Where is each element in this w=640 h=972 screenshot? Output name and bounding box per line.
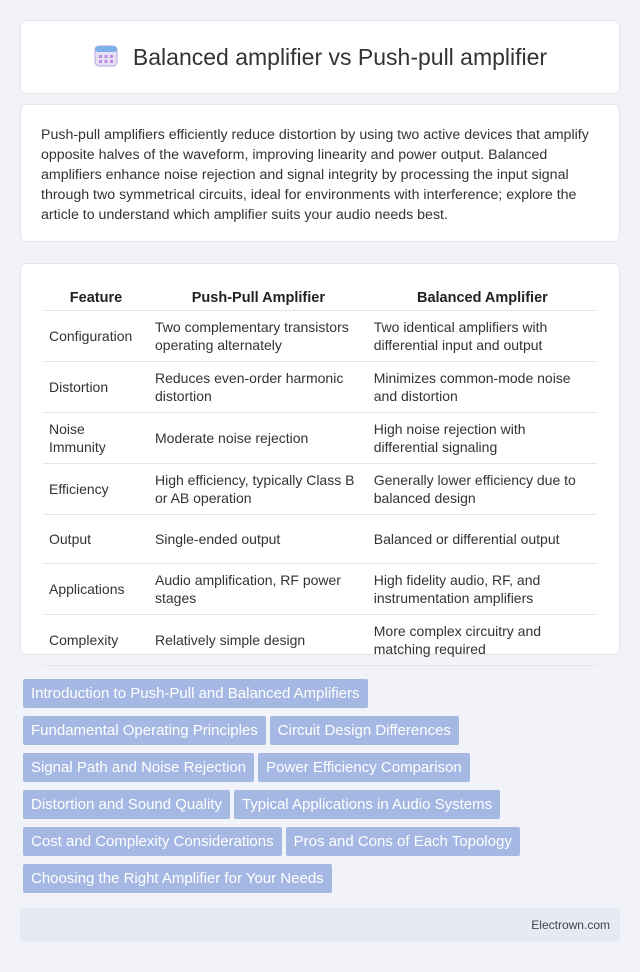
feature-cell: Output [43, 514, 149, 563]
balanced-cell: Two identical amplifiers with differential input and output [368, 310, 597, 361]
balanced-cell: Balanced or differential output [368, 514, 597, 563]
push-pull-cell: Relatively simple design [149, 614, 368, 665]
table-row [43, 412, 597, 463]
topic-tag-link[interactable]: Choosing the Right Amplifier for Your Needs [23, 864, 332, 893]
page-title: Balanced amplifier vs Push-pull amplifier [132, 43, 548, 70]
balanced-cell: Minimizes common-mode noise and distortion [368, 361, 597, 412]
footer-source: Electrown.com [531, 918, 610, 932]
table-header-row [43, 284, 597, 310]
push-pull-cell: Reduces even-order harmonic distortion [149, 361, 368, 412]
topic-tag-link[interactable]: Cost and Complexity Considerations [23, 827, 282, 856]
header-balanced: Balanced Amplifier [368, 284, 597, 310]
topic-tags [23, 679, 613, 901]
table-row [43, 463, 597, 514]
push-pull-cell: Audio amplification, RF power stages [149, 563, 368, 614]
balanced-cell: More complex circuitry and matching required [368, 614, 597, 665]
feature-cell: Applications [43, 563, 149, 614]
push-pull-cell: Two complementary transistors operating alternately [149, 310, 368, 361]
header-push-pull: Push-Pull Amplifier [149, 284, 368, 310]
balanced-cell: High fidelity audio, RF, and instrumentation amplifiers [368, 563, 597, 614]
push-pull-cell: Single-ended output [149, 514, 368, 563]
topic-tag-link[interactable]: Power Efficiency Comparison [258, 753, 470, 782]
table-row [43, 614, 597, 665]
table-row [43, 310, 597, 361]
feature-cell: Noise Immunity [43, 412, 149, 463]
feature-cell: Complexity [43, 614, 149, 665]
calendar-icon [93, 42, 119, 73]
balanced-cell: High noise rejection with differential signaling [368, 412, 597, 463]
header-feature: Feature [43, 284, 149, 310]
table-row [43, 361, 597, 412]
footer [20, 908, 620, 942]
topic-tag-link[interactable]: Signal Path and Noise Rejection [23, 753, 254, 782]
table-row [43, 563, 597, 614]
title-card [20, 20, 620, 94]
balanced-cell: Generally lower efficiency due to balanced design [368, 463, 597, 514]
feature-cell: Efficiency [43, 463, 149, 514]
comparison-table [43, 284, 597, 666]
feature-cell: Distortion [43, 361, 149, 412]
topic-tag-link[interactable]: Circuit Design Differences [270, 716, 459, 745]
feature-cell: Configuration [43, 310, 149, 361]
table-row [43, 514, 597, 563]
topic-tag-link[interactable]: Fundamental Operating Principles [23, 716, 266, 745]
topic-tag-link[interactable]: Introduction to Push-Pull and Balanced Amplifiers [23, 679, 368, 708]
topic-tag-link[interactable]: Distortion and Sound Quality [23, 790, 230, 819]
comparison-table-card [20, 263, 620, 655]
intro-text: Push-pull amplifiers efficiently reduce distortion by using two active devices that amplify opposite halves of the waveform, improving linearity and power output. Balanced amplifiers enhance noise rejection and signal integrity by processing the input signal through two symmetrical circuits, ideal for environments with interference; explore the article to understand which amplifier suits your audio needs best. [41, 127, 589, 223]
topic-tag-link[interactable]: Pros and Cons of Each Topology [286, 827, 520, 856]
topic-tag-link[interactable]: Typical Applications in Audio Systems [234, 790, 500, 819]
push-pull-cell: Moderate noise rejection [149, 412, 368, 463]
push-pull-cell: High efficiency, typically Class B or AB operation [149, 463, 368, 514]
intro-card [20, 104, 620, 242]
